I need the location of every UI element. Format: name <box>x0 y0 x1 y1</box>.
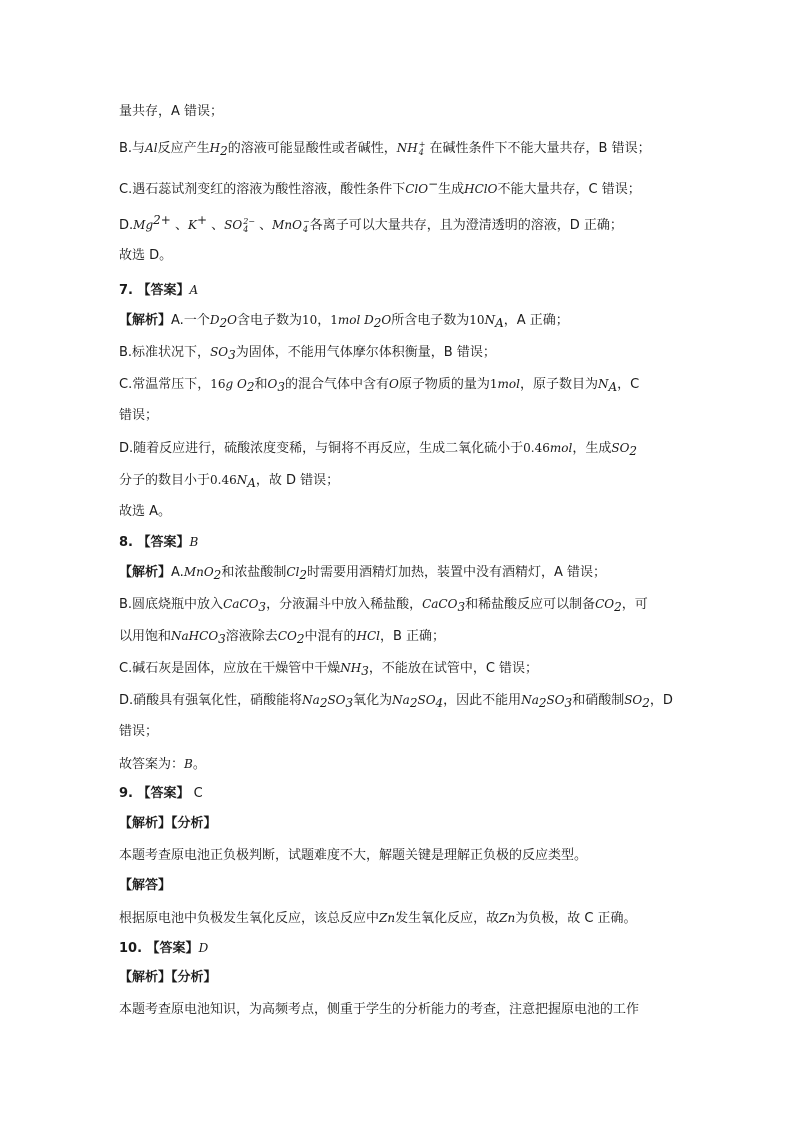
formula-text: Zn <box>499 911 516 925</box>
text-segment: 、 <box>207 218 225 233</box>
text-segment: 的溶液可能显酸性或者碱性， <box>227 141 397 156</box>
subscript: A <box>495 316 504 330</box>
text-line-l27 <box>119 939 679 958</box>
text-segment: 【解析】 <box>119 313 172 328</box>
text-line-l4 <box>119 211 679 235</box>
text-segment: 本题考查原电池知识，为高频考点，侧重于学生的分析能力的考查，注意把握原电池的工作 <box>119 1002 640 1017</box>
text-segment: 反应产生 <box>157 141 210 156</box>
text-line-l28 <box>119 969 679 987</box>
formula-text: O <box>237 377 247 391</box>
text-segment: ，D <box>649 693 673 708</box>
text-segment: 故答案为： <box>119 757 185 772</box>
text-segment: B.与 <box>119 141 146 156</box>
text-segment: 本题考查原电池正负极判断，试题难度不大，解题关键是理解正负极的反应类型。 <box>119 848 588 863</box>
text-line-l20 <box>119 723 679 741</box>
formula-text: SO <box>327 693 346 707</box>
text-segment: 10. 【答案】 <box>119 941 199 956</box>
sup-sub-stack <box>243 218 255 234</box>
text-segment: 在碱性条件下不能大量共存，B 错误； <box>425 141 651 156</box>
formula-text: mol <box>497 377 520 391</box>
text-segment: D.随着反应进行，硫酸浓度变稀，与铜将不再反应，生成二氧化硫小于 <box>119 441 524 456</box>
subscript: 2 <box>220 144 228 158</box>
formula-text: Na <box>392 693 410 707</box>
subscript: 3 <box>228 348 236 362</box>
subscript: 3 <box>345 696 354 710</box>
text-segment: 故选 D。 <box>119 248 173 263</box>
text-segment: ，A 正确； <box>503 313 569 328</box>
text-line-l6 <box>119 281 679 300</box>
text-segment: C.碱石灰是固体，应放在干燥管中干燥 <box>119 661 341 676</box>
text-line-l15 <box>119 563 679 584</box>
text-segment: 各离子可以大量共存，且为澄清透明的溶液，D 正确； <box>309 218 623 233</box>
text-segment: ，不能放在试管中，C 错误； <box>368 661 539 676</box>
subscript: 3 <box>258 600 267 614</box>
formula-text: D <box>209 313 220 327</box>
text-segment: 错误； <box>119 408 159 423</box>
text-line-l19 <box>119 691 679 712</box>
formula-text: SO <box>611 441 630 455</box>
subscript: 2 <box>246 380 255 394</box>
formula-text: HClO <box>464 182 498 196</box>
text-segment: C <box>189 786 203 801</box>
text-line-l3 <box>119 175 679 199</box>
formula-text: SO <box>624 693 643 707</box>
text-segment: 、 <box>170 218 188 233</box>
subscript: 3 <box>457 600 466 614</box>
formula-text: MnO <box>272 218 302 232</box>
text-segment: 根据原电池中负极发生氧化反应，该总反应中 <box>119 911 380 926</box>
text-segment: B.圆底烧瓶中放入 <box>119 597 224 612</box>
text-segment: C.遇石蕊试剂变红的溶液为酸性溶液，酸性条件下 <box>119 182 406 197</box>
text-segment: 【解析】【分析】 <box>119 816 217 831</box>
formula-text: CO <box>277 629 297 643</box>
text-segment: 、 <box>255 218 273 233</box>
text-segment: 溶液除去 <box>225 629 278 644</box>
text-segment: 为负极，故 C 正确。 <box>515 911 637 926</box>
text-segment: A. <box>171 565 184 580</box>
formula-text: H <box>209 141 221 155</box>
text-line-l21 <box>119 755 679 774</box>
text-line-l7 <box>119 311 679 332</box>
subscript: 2 <box>373 316 382 330</box>
formula-text: SO <box>224 218 243 232</box>
subscript: 2 <box>299 568 307 582</box>
text-segment: C.常温常压下， <box>119 377 211 392</box>
text-segment: 【解析】【分析】 <box>119 970 217 985</box>
text-segment: ，原子数目为 <box>519 377 598 392</box>
text-segment: D. <box>119 218 134 233</box>
text-segment: 中混有的 <box>304 629 357 644</box>
formula-text: Mg <box>133 218 154 232</box>
formula-text: D <box>198 941 209 955</box>
subscript: 2 <box>219 316 228 330</box>
subscript: A <box>247 476 256 490</box>
formula-text: MnO <box>183 565 214 579</box>
subscript: 2 <box>629 444 638 458</box>
text-line-l14 <box>119 533 679 552</box>
formula-text: 1 <box>489 377 498 391</box>
subscript: 4 <box>435 696 444 710</box>
subscript: 4 <box>303 224 309 234</box>
text-line-l13 <box>119 503 679 521</box>
text-segment: 和 <box>254 377 268 392</box>
text-segment: 时需要用酒精灯加热，装置中没有酒精灯，A 错误； <box>307 565 607 580</box>
text-line-l25 <box>119 877 679 895</box>
text-segment: B.标准状况下， <box>119 345 211 360</box>
text-segment: 原子物质的量为 <box>398 377 490 392</box>
formula-text: SO <box>546 693 565 707</box>
text-segment: 所含电子数为 <box>391 313 470 328</box>
text-segment: ，分液漏斗中放入稀盐酸， <box>266 597 423 612</box>
formula-text: NaHCO <box>171 629 219 643</box>
formula-text: Na <box>521 693 539 707</box>
formula-text: 10 <box>469 313 485 327</box>
text-line-l26 <box>119 909 679 928</box>
text-segment: ，C <box>617 377 640 392</box>
subscript: 3 <box>564 696 573 710</box>
superscript: 2+ <box>153 213 171 227</box>
text-segment: 8. 【答案】 <box>119 535 190 550</box>
formula-text: N <box>484 313 496 327</box>
text-segment: 为固体，不能用气体摩尔体积衡量，B 错误； <box>235 345 496 360</box>
subscript: 4 <box>243 224 249 234</box>
text-segment: 。 <box>192 757 206 772</box>
text-line-l17 <box>119 627 679 648</box>
text-segment: 和浓盐酸制 <box>221 565 287 580</box>
superscript: + <box>196 213 207 227</box>
text-segment: 分子的数目小于 <box>119 473 211 488</box>
text-segment: ，因此不能用 <box>443 693 522 708</box>
formula-text: NH <box>340 661 362 675</box>
formula-text: HCl <box>356 629 380 643</box>
text-line-l11 <box>119 439 679 460</box>
text-segment: ，故 D 错误； <box>255 473 340 488</box>
text-segment: 【解答】 <box>119 878 172 893</box>
subscript: 2 <box>538 696 547 710</box>
text-segment: 7. 【答案】 <box>119 283 190 298</box>
formula-text: SO <box>417 693 436 707</box>
text-line-l2 <box>119 139 679 160</box>
text-segment: 错误； <box>119 724 159 739</box>
text-segment: 生成 <box>438 182 465 197</box>
text-segment: ， <box>317 313 331 328</box>
subscript: A <box>608 380 618 394</box>
formula-text: 16 <box>210 377 226 391</box>
text-segment: 和稀盐酸反应可以制备 <box>465 597 596 612</box>
text-line-l29 <box>119 1001 679 1019</box>
text-segment: 故选 A。 <box>119 504 172 519</box>
subscript: 2 <box>319 696 328 710</box>
text-line-l24 <box>119 847 679 865</box>
superscript: + <box>418 139 426 149</box>
text-segment: 不能大量共存，C 错误； <box>497 182 641 197</box>
subscript: 4 <box>418 147 424 157</box>
formula-text: 0.46 <box>210 473 237 487</box>
sup-sub-stack <box>303 218 310 234</box>
formula-text: O <box>381 313 392 327</box>
formula-text: Al <box>145 141 158 155</box>
subscript: 2 <box>642 696 650 710</box>
formula-text: O <box>267 377 278 391</box>
subscript: 2 <box>614 600 622 614</box>
formula-text: CaCO <box>223 597 259 611</box>
text-segment: ，生成 <box>572 441 612 456</box>
subscript: 3 <box>218 632 226 646</box>
text-segment: ，B 正确； <box>379 629 446 644</box>
formula-text: N <box>236 473 248 487</box>
formula-text: Zn <box>379 911 396 925</box>
subscript: 3 <box>361 664 369 678</box>
formula-text: CaCO <box>422 597 458 611</box>
formula-text: B <box>184 757 193 771</box>
text-line-l10 <box>119 407 679 425</box>
text-segment: 和硝酸制 <box>572 693 625 708</box>
text-line-l5 <box>119 247 679 265</box>
subscript: 3 <box>277 380 285 394</box>
superscript: − <box>303 216 310 226</box>
formula-text: 10 <box>301 313 318 327</box>
formula-text: CO <box>595 597 615 611</box>
formula-text: SO <box>210 345 229 359</box>
text-line-l22 <box>119 785 679 803</box>
formula-text: g <box>225 377 237 391</box>
text-line-l9 <box>119 375 679 396</box>
text-segment: D.硝酸具有强氧化性，硝酸能将 <box>119 693 303 708</box>
formula-text: Cl <box>286 565 300 579</box>
formula-text: B <box>189 535 199 549</box>
formula-text: D <box>364 313 374 327</box>
text-line-l8 <box>119 343 679 364</box>
text-segment: A.一个 <box>171 313 210 328</box>
formula-text: A <box>189 283 199 297</box>
formula-text: O <box>389 377 399 391</box>
formula-text: ClO <box>405 182 429 196</box>
subscript: 2 <box>296 632 305 646</box>
superscript: 2− <box>243 216 255 226</box>
text-segment: 的混合气体中含有 <box>284 377 389 392</box>
formula-text: N <box>597 377 609 391</box>
text-line-l12 <box>119 471 679 492</box>
formula-text: 0.46 <box>523 441 550 455</box>
formula-text: K <box>187 218 197 232</box>
text-line-l16 <box>119 595 679 616</box>
text-segment: 9. 【答案】 <box>119 786 190 801</box>
formula-text: 1 <box>330 313 338 327</box>
text-line-l18 <box>119 659 679 680</box>
text-line-l23 <box>119 815 679 833</box>
text-segment: 量共存，A 错误； <box>119 104 224 119</box>
text-segment: 氧化为 <box>353 693 393 708</box>
subscript: 2 <box>213 568 222 582</box>
subscript: 2 <box>409 696 418 710</box>
superscript: − <box>428 177 439 191</box>
formula-text: O <box>227 313 237 327</box>
formula-text: Na <box>302 693 320 707</box>
formula-text: mol <box>337 313 365 327</box>
text-segment: 以用饱和 <box>119 629 172 644</box>
text-segment: ，可 <box>621 597 648 612</box>
text-segment: 【解析】 <box>119 565 172 580</box>
formula-text: NH <box>396 141 418 155</box>
text-segment: 发生氧化反应，故 <box>395 911 500 926</box>
text-segment: 含电子数为 <box>236 313 302 328</box>
text-line-l1 <box>119 103 679 121</box>
formula-text: mol <box>549 441 573 455</box>
